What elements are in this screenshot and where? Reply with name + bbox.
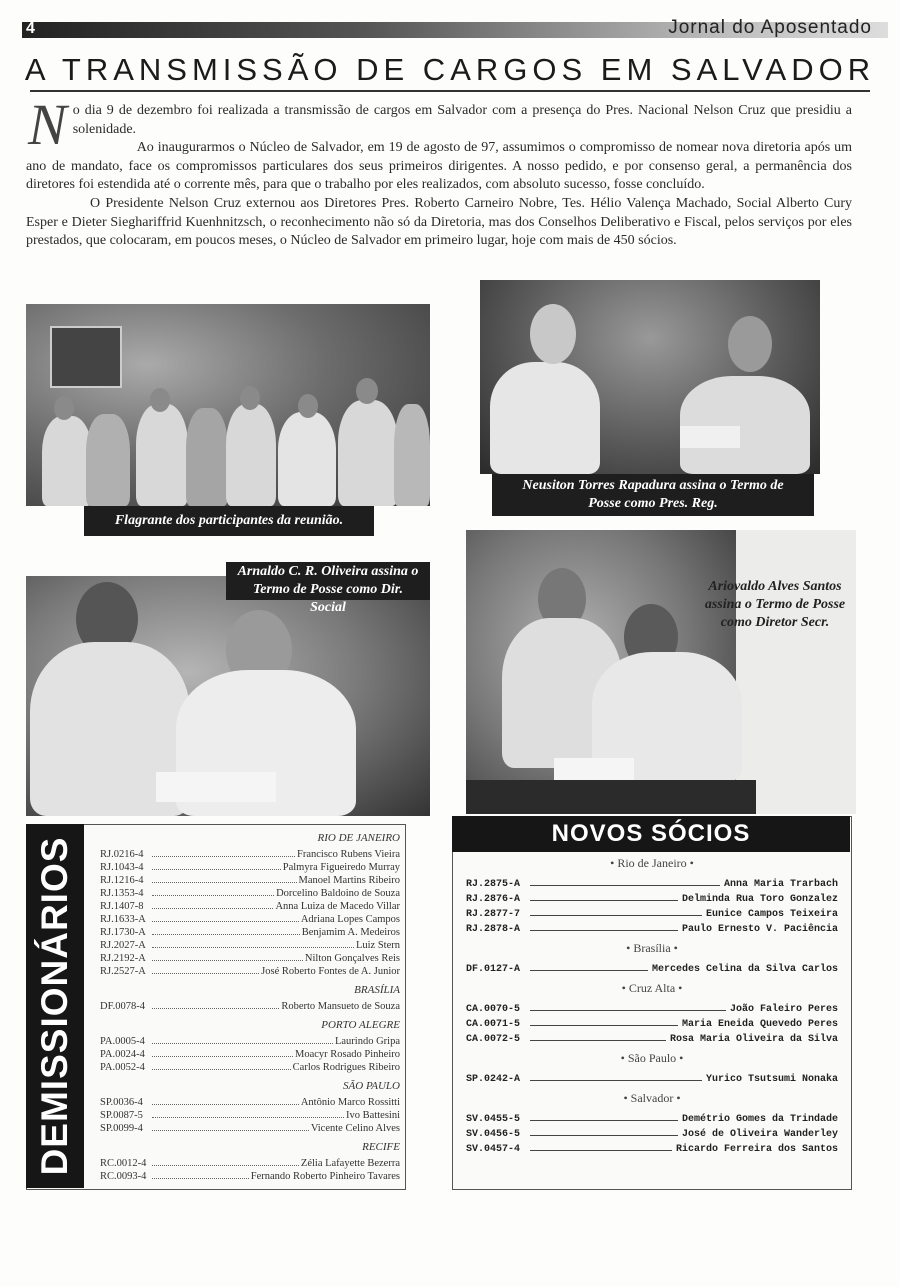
member-name: Francisco Rubens Vieira: [297, 849, 400, 860]
neusiton-photo: [480, 280, 820, 474]
list-item: [100, 900, 400, 913]
city-heading: • São Paulo •: [620, 1051, 684, 1065]
member-name: Moacyr Rosado Pinheiro: [295, 1049, 400, 1060]
list-item: [466, 1002, 838, 1017]
member-name: Demétrio Gomes da Trindade: [681, 1114, 838, 1125]
city-heading: • Salvador •: [623, 1091, 681, 1105]
leader-line: [530, 1002, 726, 1011]
demissionarios-heading: [26, 824, 84, 1188]
leader-line: [530, 1032, 666, 1041]
leader-line: [152, 1157, 299, 1166]
page-title: A TRANSMISSÃO DE CARGOS EM SALVADOR: [24, 52, 876, 87]
member-name: José de Oliveira Wanderley: [681, 1129, 838, 1140]
ariovaldo-photo-caption: Ariovaldo Alves Santos assina o Termo de Posse como Diretor Secr.: [704, 579, 846, 630]
member-code: RJ.0216-4: [100, 849, 144, 860]
leader-line: [152, 1122, 309, 1131]
member-code: PA.0052-4: [100, 1062, 145, 1073]
member-name: Ricardo Ferreira dos Santos: [675, 1144, 838, 1155]
demissionarios-heading-text: DEMISSIONÁRIOS: [34, 836, 75, 1176]
leader-line: [530, 962, 648, 971]
member-name: Ivo Battesini: [346, 1110, 400, 1121]
member-name: Carlos Rodrigues Ribeiro: [292, 1062, 400, 1073]
list-item: [100, 1157, 400, 1170]
arnaldo-photo-caption: [226, 562, 430, 615]
city-heading: PORTO ALEGRE: [321, 1019, 400, 1031]
member-code: RJ.1633-A: [100, 914, 146, 925]
novos-socios-list: [466, 852, 838, 1157]
leader-line: [152, 887, 274, 896]
city-heading: • Brasília •: [626, 941, 678, 955]
city-heading: RECIFE: [362, 1141, 400, 1153]
neusiton-caption-text: Neusiton Torres Rapadura assina o Termo de Posse como Pres. Reg.: [522, 478, 784, 511]
member-code: PA.0024-4: [100, 1049, 145, 1060]
member-code: RJ.1043-4: [100, 862, 144, 873]
member-code: RJ.2877-7: [466, 909, 521, 920]
group-photo: [26, 304, 430, 506]
list-item: [100, 874, 400, 887]
member-code: RJ.2878-A: [466, 924, 521, 935]
list-item: [100, 939, 400, 952]
list-item: [100, 913, 400, 926]
member-name: Eunice Campos Teixeira: [705, 909, 838, 920]
leader-line: [530, 907, 702, 916]
city-heading: RIO DE JANEIRO: [317, 832, 400, 844]
member-name: Adriana Lopes Campos: [300, 914, 400, 925]
member-code: CA.0070-5: [466, 1004, 521, 1015]
member-code: CA.0072-5: [466, 1034, 521, 1045]
leader-line: [152, 913, 299, 922]
member-name: Paulo Ernesto V. Paciência: [681, 924, 838, 935]
member-code: SP.0036-4: [100, 1097, 143, 1108]
member-code: RJ.2027-A: [100, 940, 146, 951]
list-item: [466, 877, 838, 892]
member-code: SP.0242-A: [466, 1074, 521, 1085]
member-name: Rosa Maria Oliveira da Silva: [669, 1034, 838, 1045]
leader-line: [152, 900, 273, 909]
member-code: DF.0127-A: [466, 964, 521, 975]
member-name: Maria Eneida Quevedo Peres: [681, 1019, 838, 1030]
leader-line: [152, 1035, 333, 1044]
member-code: CA.0071-5: [466, 1019, 521, 1030]
member-name: Laurindo Gripa: [334, 1036, 400, 1047]
list-item: [100, 861, 400, 874]
member-code: RJ.2527-A: [100, 966, 146, 977]
list-item: [100, 1096, 400, 1109]
member-name: Luiz Stern: [355, 940, 400, 951]
list-item: [466, 1127, 838, 1142]
member-code: SP.0087-5: [100, 1110, 143, 1121]
member-name: José Roberto Fontes de A. Junior: [261, 966, 400, 977]
city-heading: • Rio de Janeiro •: [610, 856, 694, 870]
member-name: Zélia Lafayette Bezerra: [300, 1158, 400, 1169]
list-item: [466, 962, 838, 977]
member-name: Delminda Rua Toro Gonzalez: [681, 894, 838, 905]
novos-socios-heading: NOVOS SÓCIOS: [452, 816, 850, 852]
leader-line: [152, 939, 354, 948]
member-name: Mercedes Celina da Silva Carlos: [651, 964, 838, 975]
list-item: [100, 1061, 400, 1074]
leader-line: [530, 1017, 678, 1026]
member-code: RJ.1216-4: [100, 875, 144, 886]
member-code: RJ.2875-A: [466, 879, 521, 890]
list-item: [466, 1017, 838, 1032]
ariovaldo-photo: [466, 530, 856, 814]
list-item: [466, 1072, 838, 1087]
list-item: [466, 922, 838, 937]
leader-line: [152, 874, 297, 883]
leader-line: [152, 1109, 344, 1118]
member-name: João Faleiro Peres: [729, 1004, 838, 1015]
leader-line: [152, 1170, 249, 1179]
leader-line: [530, 892, 678, 901]
list-item: [100, 965, 400, 978]
leader-line: [152, 1000, 279, 1009]
member-name: Nilton Gonçalves Reis: [304, 953, 400, 964]
list-item: [466, 1142, 838, 1157]
list-item: [100, 1122, 400, 1135]
article-paragraph-2: Ao inaugurarmos o Núcleo de Salvador, em 19 de agosto de 97, assumimos o compromisso de nomear nova diretoria após um ano de mandato, face os compromissos particulares dos seus primeiros dirigentes. A nosso pedido, e por consenso geral, a permanência dos diretores foi estendida até o corrente mês, para que o trabalho por eles realizados, com absoluto sucesso, fosse concluído.: [26, 140, 852, 193]
article-paragraph-3: O Presidente Nelson Cruz externou aos Diretores Pres. Roberto Carneiro Nobre, Tes. Hélio Valença Machado, Social Alberto Cury Esper e Dieter Sieghariffrid Kuenhnitzsch, o reconhecimento não só da Diretoria, mas dos Conselhos Deliberativo e Fiscal, pelos serviços por eles prestados, que colocaram, em poucos meses, o Núcleo de Salvador em primeiro lugar, hoje com mais de 450 sócios.: [26, 195, 852, 249]
demissionarios-list: [100, 826, 400, 1183]
leader-line: [530, 1127, 678, 1136]
list-item: [466, 892, 838, 907]
list-item: [100, 1035, 400, 1048]
list-item: [100, 952, 400, 965]
leader-line: [530, 922, 678, 931]
leader-line: [152, 965, 259, 974]
member-code: RC.0012-4: [100, 1158, 147, 1169]
member-name: Fernando Roberto Pinheiro Tavares: [250, 1171, 400, 1182]
list-item: [100, 1109, 400, 1122]
article-paragraph-1: [26, 92, 852, 157]
list-item: [100, 926, 400, 939]
leader-line: [152, 1061, 291, 1070]
list-item: [466, 1112, 838, 1127]
list-item: [100, 887, 400, 900]
member-name: Anna Luiza de Macedo Villar: [275, 901, 400, 912]
member-name: Anna Maria Trarbach: [723, 879, 838, 890]
member-code: SV.0456-5: [466, 1129, 521, 1140]
leader-line: [152, 848, 295, 857]
member-name: Benjamim A. Medeiros: [301, 927, 400, 938]
city-heading: BRASÍLIA: [354, 984, 400, 996]
leader-line: [152, 952, 303, 961]
list-item: [100, 1170, 400, 1183]
member-code: RJ.2192-A: [100, 953, 146, 964]
neusiton-photo-caption: [492, 474, 814, 516]
journal-name: Jornal do Aposentado: [668, 17, 872, 38]
member-code: PA.0005-4: [100, 1036, 145, 1047]
leader-line: [530, 1112, 678, 1121]
leader-line: [530, 877, 720, 886]
member-code: SV.0455-5: [466, 1114, 521, 1125]
leader-line: [152, 1096, 299, 1105]
city-heading: SÃO PAULO: [343, 1080, 400, 1092]
leader-line: [152, 926, 300, 935]
list-item: [100, 1048, 400, 1061]
member-name: Antônio Marco Rossitti: [300, 1097, 400, 1108]
leader-line: [152, 861, 281, 870]
member-code: SP.0099-4: [100, 1123, 143, 1134]
list-item: [100, 848, 400, 861]
leader-line: [152, 1048, 293, 1057]
list-item: [466, 907, 838, 922]
member-name: Dorcelino Baldoino de Souza: [276, 888, 400, 899]
city-heading: • Cruz Alta •: [621, 981, 683, 995]
member-code: RC.0093-4: [100, 1171, 147, 1182]
list-item: [100, 1000, 400, 1013]
arnaldo-caption-text: Arnaldo C. R. Oliveira assina o Termo de Posse como Dir. Social: [237, 564, 419, 615]
member-name: Manoel Martins Ribeiro: [298, 875, 400, 886]
article-paragraph-1-text: o dia 9 de dezembro foi realizada a transmissão de cargos em Salvador com a presença do Pres. Nacional Nelson Cruz que presidiu a solenidade.: [72, 103, 852, 137]
leader-line: [530, 1142, 672, 1151]
member-code: RJ.1730-A: [100, 927, 146, 938]
member-name: Roberto Mansueto de Souza: [281, 1001, 400, 1012]
member-code: DF.0078-4: [100, 1001, 145, 1012]
page-number: 4: [26, 20, 35, 37]
list-item: [466, 1032, 838, 1047]
member-code: RJ.2876-A: [466, 894, 521, 905]
member-code: RJ.1353-4: [100, 888, 144, 899]
group-photo-caption: Flagrante dos participantes da reunião.: [84, 506, 374, 536]
member-code: RJ.1407-8: [100, 901, 144, 912]
member-name: Vicente Celino Alves: [310, 1123, 400, 1134]
member-code: SV.0457-4: [466, 1144, 521, 1155]
leader-line: [530, 1072, 702, 1081]
member-name: Palmyra Figueiredo Murray: [282, 862, 400, 873]
member-name: Yurico Tsutsumi Nonaka: [705, 1074, 838, 1085]
dropcap: N: [28, 92, 67, 157]
article-body: [26, 92, 852, 251]
title-rule: [30, 90, 870, 92]
